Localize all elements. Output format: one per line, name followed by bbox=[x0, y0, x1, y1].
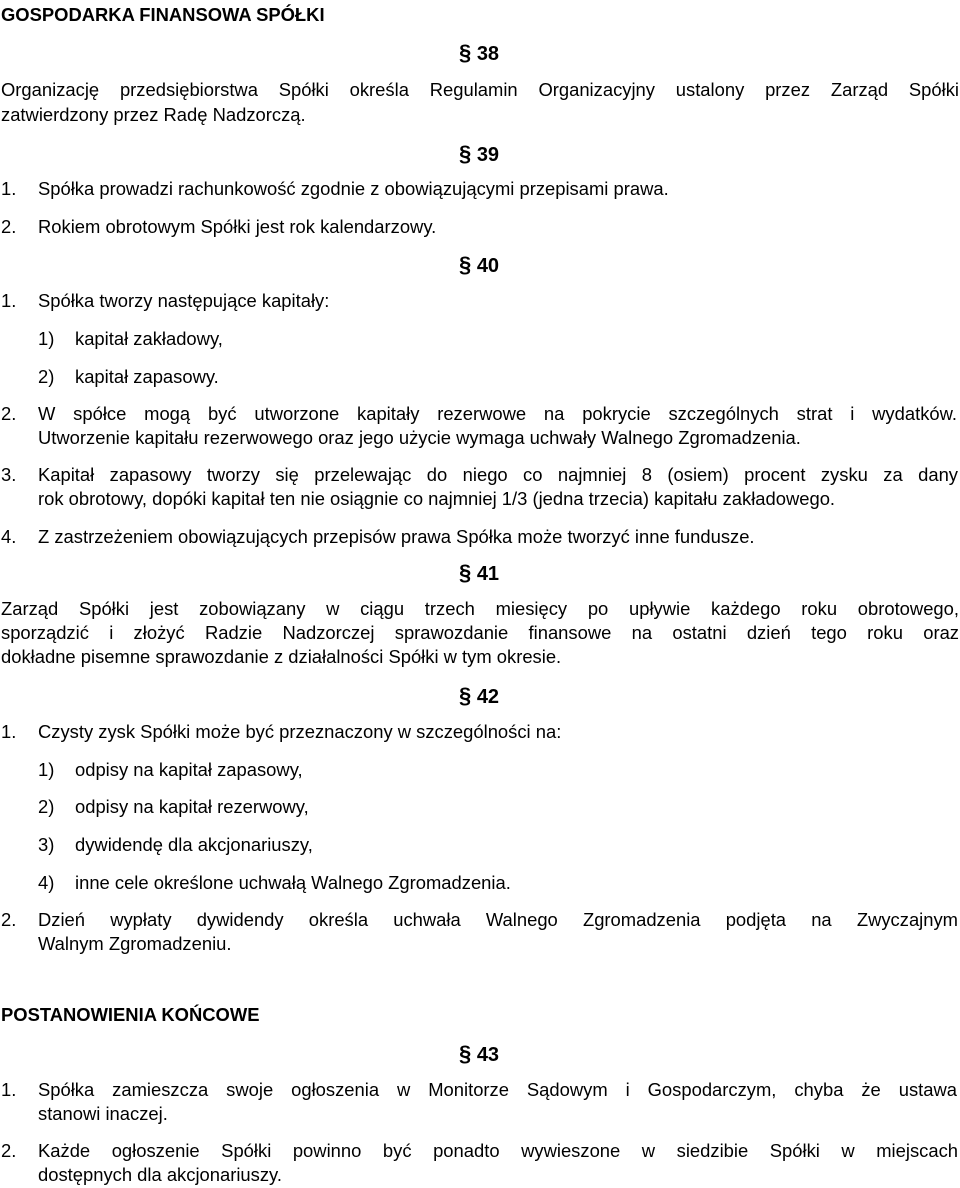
paragraph-43-item-2-line-2: dostępnych dla akcjonariuszy. bbox=[38, 1164, 282, 1185]
paragraph-number: 41 bbox=[476, 563, 500, 585]
paragraph-40-item-3-line-2: rok obrotowy, dopóki kapitał ten nie osiągnie co najmniej 1/3 (jedna trzecia) kapitału zakładowego. bbox=[38, 488, 836, 509]
paragraph-43-heading bbox=[459, 1041, 499, 1067]
paragraph-39-item-1: Spółka prowadzi rachunkowość zgodnie z obowiązującymi przepisami prawa. bbox=[38, 178, 669, 199]
section-symbol: § bbox=[459, 40, 472, 65]
section-symbol: § bbox=[459, 683, 472, 708]
paragraph-40-item-4: Z zastrzeżeniem obowiązujących przepisów prawa Spółka może tworzyć inne fundusze. bbox=[38, 526, 755, 547]
paragraph-39-heading bbox=[459, 141, 499, 167]
list-number: 1. bbox=[1, 721, 17, 742]
paragraph-40-item-3-line-1: Kapitał zapasowy tworzy się przelewając do niego co najmniej 8 (osiem) procent zysku za dany bbox=[38, 464, 958, 485]
sublist-number: 4) bbox=[38, 872, 55, 893]
list-number: 2. bbox=[1, 909, 17, 930]
paragraph-42-subitem-2: odpisy na kapitał rezerwowy, bbox=[75, 796, 309, 817]
paragraph-41-line-1: Zarząd Spółki jest zobowiązany w ciągu trzech miesięcy po upływie każdego roku obrotowego, bbox=[1, 598, 959, 619]
paragraph-43-item-2-line-1: Każde ogłoszenie Spółki powinno być ponadto wywieszone w siedzibie Spółki w miejscach bbox=[38, 1140, 958, 1161]
paragraph-number: 38 bbox=[476, 43, 500, 65]
paragraph-41-line-3: dokładne pisemne sprawozdanie z działalności Spółki w tym okresie. bbox=[1, 646, 562, 667]
sublist-number: 3) bbox=[38, 834, 55, 855]
section-symbol: § bbox=[459, 141, 472, 166]
paragraph-41-line-2: sporządzić i złożyć Radzie Nadzorczej sprawozdanie finansowe na ostatni dzień tego roku oraz bbox=[1, 622, 959, 643]
list-number: 3. bbox=[1, 464, 17, 485]
paragraph-42-subitem-4: inne cele określone uchwałą Walnego Zgromadzenia. bbox=[75, 872, 511, 893]
paragraph-42-heading bbox=[459, 683, 499, 709]
section-symbol: § bbox=[459, 1041, 472, 1066]
sublist-number: 1) bbox=[38, 328, 55, 349]
section-symbol: § bbox=[459, 252, 472, 277]
list-number: 1. bbox=[1, 1079, 17, 1100]
paragraph-38-line-1: Organizację przedsiębiorstwa Spółki określa Regulamin Organizacyjny ustalony przez Zarząd Spółki bbox=[1, 79, 959, 100]
sublist-number: 2) bbox=[38, 796, 55, 817]
list-number: 2. bbox=[1, 1140, 17, 1161]
sublist-number: 2) bbox=[38, 366, 55, 387]
paragraph-42-item-1: Czysty zysk Spółki może być przeznaczony w szczególności na: bbox=[38, 721, 562, 742]
paragraph-38-heading bbox=[459, 40, 499, 66]
section-heading-finance: GOSPODARKA FINANSOWA SPÓŁKI bbox=[1, 4, 325, 25]
list-number: 1. bbox=[1, 178, 17, 199]
paragraph-40-item-1: Spółka tworzy następujące kapitały: bbox=[38, 290, 330, 311]
paragraph-42-subitem-1: odpisy na kapitał zapasowy, bbox=[75, 759, 303, 780]
paragraph-number: 39 bbox=[476, 144, 500, 166]
list-number: 2. bbox=[1, 403, 17, 424]
paragraph-42-subitem-3: dywidendę dla akcjonariuszy, bbox=[75, 834, 313, 855]
sublist-number: 1) bbox=[38, 759, 55, 780]
section-symbol: § bbox=[459, 560, 472, 585]
paragraph-38-line-2: zatwierdzony przez Radę Nadzorczą. bbox=[1, 104, 306, 125]
paragraph-40-heading bbox=[459, 252, 499, 278]
paragraph-42-item-2-line-2: Walnym Zgromadzeniu. bbox=[38, 933, 232, 954]
list-number: 1. bbox=[1, 290, 17, 311]
paragraph-39-item-2: Rokiem obrotowym Spółki jest rok kalendarzowy. bbox=[38, 216, 437, 237]
paragraph-number: 40 bbox=[476, 255, 500, 277]
list-number: 4. bbox=[1, 526, 17, 547]
paragraph-40-subitem-2: kapitał zapasowy. bbox=[75, 366, 219, 387]
paragraph-40-item-2-line-1: W spółce mogą być utworzone kapitały rezerwowe na pokrycie szczególnych strat i wydatków. bbox=[38, 403, 957, 424]
paragraph-number: 43 bbox=[476, 1044, 500, 1066]
paragraph-41-heading bbox=[459, 560, 499, 586]
paragraph-43-item-1-line-1: Spółka zamieszcza swoje ogłoszenia w Monitorze Sądowym i Gospodarczym, chyba że ustawa bbox=[38, 1079, 957, 1100]
paragraph-42-item-2-line-1: Dzień wypłaty dywidendy określa uchwała Walnego Zgromadzenia podjęta na Zwyczajnym bbox=[38, 909, 958, 930]
paragraph-40-subitem-1: kapitał zakładowy, bbox=[75, 328, 223, 349]
list-number: 2. bbox=[1, 216, 17, 237]
paragraph-40-item-2-line-2: Utworzenie kapitału rezerwowego oraz jego użycie wymaga uchwały Walnego Zgromadzenia. bbox=[38, 427, 801, 448]
paragraph-number: 42 bbox=[476, 686, 500, 708]
section-heading-final: POSTANOWIENIA KOŃCOWE bbox=[1, 1004, 260, 1025]
paragraph-43-item-1-line-2: stanowi inaczej. bbox=[38, 1103, 168, 1124]
